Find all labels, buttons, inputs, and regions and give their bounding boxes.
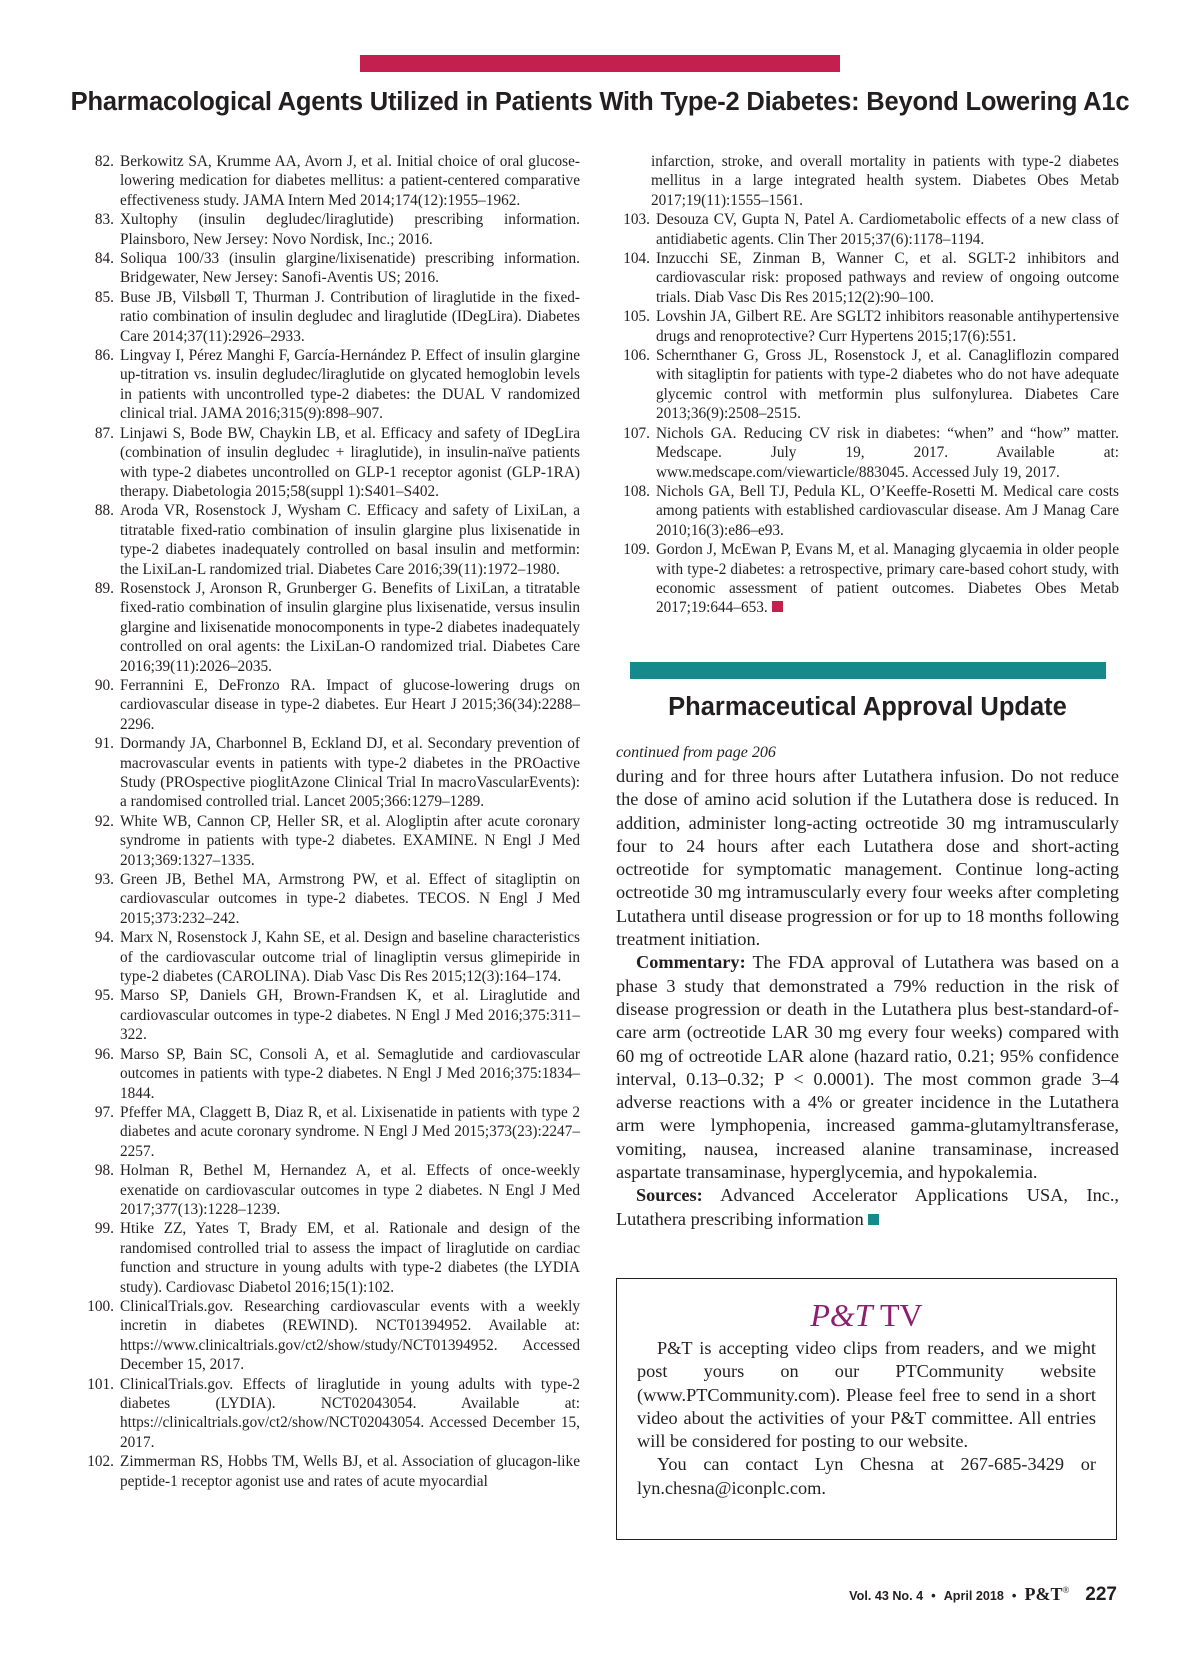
- reference-citation: Buse JB, Vilsbøll T, Thurman J. Contribution of liraglutide in the fixed-ratio combination of insulin degludec and liraglutide (IDegLira). Diabetes Care 2014;37(11):2926–2933.: [120, 288, 580, 345]
- reference-text: [120, 1297, 580, 1375]
- page-title: Pharmacological Agents Utilized in Patients With Type-2 Diabetes: Beyond Lowering A1c: [70, 88, 1130, 116]
- reference-citation: Inzucchi SE, Zinman B, Wanner C, et al. SGLT-2 inhibitors and cardiovascular risk: proposed pathways and review of ongoing outcome trials. Diab Vasc Dis Res 2015;12(2):90–100.: [656, 250, 1119, 306]
- reference-citation: Aroda VR, Rosenstock J, Wysham C. Efficacy and safety of LixiLan, a titratable fixed-ratio combination of insulin glargine plus lixisenatide in type-2 diabetes inadequately controlled on basal insulin and metformin: the LixiLan-L randomized trial. Diabetes Care 2016;39(11):1972–1980.: [120, 502, 580, 578]
- reference-102-continuation: infarction, stroke, and overall mortality in patients with type-2 diabetes mellitus in a large integrated health system. Diabetes Obes Metab 2017;19(11):1555–1561.: [651, 153, 1119, 209]
- section-accent-bar: [630, 662, 1106, 679]
- ptv-title-italic: P&T: [810, 1297, 873, 1333]
- reference-text: [120, 579, 580, 676]
- reference-text: [656, 249, 1119, 307]
- reference-text: [120, 1045, 580, 1103]
- reference-number: 104.: [623, 250, 650, 268]
- approval-paragraph: during and for three hours after Lutathera infusion. Do not reduce the dose of amino acid solution if the Lutathera dose is reduced. In addition, administer long-acting octreotide 30 mg intramuscularly four to 24 hours after each Lutathera dose and short-acting octreotide for symptomatic management. Continue long-acting octreotide 30 mg intramuscularly every four weeks after completing Lutathera until disease progression or for up to 18 months following treatment initiation.: [616, 766, 1119, 950]
- commentary-text: The FDA approval of Lutathera was based on a phase 3 study that demonstrated a 79% reduction in the risk of disease progression or death in the Lutathera plus best-standard-of-care arm (octreotide LAR 30 mg every four weeks) compared with 60 mg of octreotide LAR alone (hazard ratio, 0.21; 95% confidence interval, 0.13–0.32; P < 0.0001). The most common grade 3–4 adverse reactions with a 4% or greater incidence in the Lutathera arm were lymphopenia, increased gamma-glutamyltransferase, vomiting, nausea, increased alanine transaminase, increased aspartate transaminase, hyperglycemia, and hypokalemia.: [616, 952, 1120, 1183]
- reference-citation: Rosenstock J, Aronson R, Grunberger G. Benefits of LixiLan, a titratable fixed-ratio combination of insulin glargine plus lixisenatide, versus insulin glargine and lixisenatide monocomponents in type-2 diabetes inadequately controlled on oral agents: the LixiLan-O randomized trial. Diabetes Care 2016;39(11):2026–2035.: [120, 579, 580, 675]
- reference-citation: Dormandy JA, Charbonnel B, Eckland DJ, et al. Secondary prevention of macrovascular events in patients with type-2 diabetes in the PROactive Study (PROspective pioglitAzone Clinical Trial In macroVascularEvents): a randomised controlled trial. Lancet 2005;366:1279–1289.: [120, 735, 580, 811]
- reference-citation: White WB, Cannon CP, Heller SR, et al. Alogliptin after acute coronary syndrome in patients with type-2 diabetes. EXAMINE. N Engl J Med 2013;369:1327–1335.: [120, 812, 580, 869]
- reference-citation: Marso SP, Daniels GH, Brown-Frandsen K, et al. Liraglutide and cardiovascular outcomes in type-2 diabetes. N Engl J Med 2016;375:311–322.: [120, 987, 580, 1044]
- reference-text: [120, 1375, 580, 1453]
- reference-item: [80, 676, 580, 734]
- reference-item: [80, 210, 580, 249]
- reference-item: [80, 1297, 580, 1375]
- reference-citation: Zimmerman RS, Hobbs TM, Wells BJ, et al. Association of glucagon-like peptide-1 receptor agonist use and rates of acute myocardial: [120, 1453, 580, 1490]
- reference-number: 107.: [623, 424, 650, 442]
- reference-item: [616, 249, 1119, 307]
- reference-number: 93.: [94, 871, 114, 889]
- page-number: 227: [1085, 1584, 1117, 1605]
- reference-citation: Soliqua 100/33 (insulin glargine/lixisenatide) prescribing information. Bridgewater, New Jersey: Sanofi-Aventis US; 2016.: [120, 250, 580, 287]
- reference-text: [120, 249, 580, 288]
- reference-text: [120, 676, 580, 734]
- reference-text: [656, 346, 1119, 424]
- reference-number: 88.: [94, 502, 114, 520]
- reference-number: 103.: [623, 211, 650, 229]
- reference-text: [120, 734, 580, 812]
- reference-text: [656, 482, 1119, 540]
- reference-text: [120, 986, 580, 1044]
- reference-item: [616, 424, 1119, 482]
- reference-number: 82.: [94, 153, 114, 170]
- reference-text: [120, 424, 580, 502]
- reference-citation: Linjawi S, Bode BW, Chaykin LB, et al. Efficacy and safety of IDegLira (combination of insulin degludec + liraglutide), in insulin-naïve patients with type-2 diabetes uncontrolled on GLP-1 receptor agonist (GLP-1RA) therapy. Diabetologia 2015;58(suppl 1):S401–S402.: [120, 424, 580, 500]
- reference-item: [80, 1452, 580, 1491]
- reference-item: [80, 501, 580, 579]
- reference-text: [120, 1219, 580, 1297]
- reference-number: 85.: [94, 288, 114, 306]
- reference-text: [656, 210, 1119, 249]
- reference-number: 84.: [94, 250, 114, 268]
- reference-citation: Nichols GA. Reducing CV risk in diabetes: “when” and “how” matter. Medscape. July 19, 2017. Available at: www.medscape.com/viewarticle/883045. Accessed July 19, 2017.: [656, 424, 1119, 481]
- reference-text: [120, 152, 580, 210]
- reference-item: [80, 1219, 580, 1297]
- reference-citation: Htike ZZ, Yates T, Brady EM, et al. Rationale and design of the randomised controlled trial to assess the impact of liraglutide on cardiac function and structure in young adults with type-2 diabetes (the LYDIA study). Cardiovasc Diabetol 2016;15(1):102.: [120, 1220, 580, 1296]
- reference-citation: Schernthaner G, Gross JL, Rosenstock J, et al. Canagliflozin compared with sitagliptin for patients with type-2 diabetes who do not have adequate glycemic control with metformin plus sulfonylurea. Diabetes Care 2013;36(9):2508–2515.: [656, 347, 1119, 423]
- reference-number: 102.: [87, 1453, 114, 1471]
- reference-citation: Marso SP, Bain SC, Consoli A, et al. Semaglutide and cardiovascular outcomes in patients with type-2 diabetes. N Engl J Med 2016;375:1834–1844.: [120, 1045, 580, 1102]
- reference-citation: Xultophy (insulin degludec/liraglutide) prescribing information. Plainsboro, New Jersey: Novo Nordisk, Inc.; 2016.: [120, 211, 580, 248]
- footer-date: April 2018: [943, 1589, 1004, 1603]
- reference-number: 108.: [623, 482, 650, 500]
- reference-item: [80, 1375, 580, 1453]
- header-accent-bar: [360, 55, 840, 72]
- reference-item: [80, 1045, 580, 1103]
- reference-text: [120, 288, 580, 346]
- sources-text: Advanced Accelerator Applications USA, Inc., Lutathera prescribing information: [616, 1185, 1119, 1229]
- reference-text: [120, 1452, 580, 1491]
- reference-text: [656, 307, 1119, 346]
- reference-number: 91.: [94, 735, 114, 753]
- reference-citation: Holman R, Bethel M, Hernandez A, et al. Effects of once-weekly exenatide on cardiovascular outcomes in type 2 diabetes. N Engl J Med 2017;377(13):1228–1239.: [120, 1162, 580, 1218]
- reference-number: 87.: [94, 424, 114, 442]
- reference-citation: Berkowitz SA, Krumme AA, Avorn J, et al. Initial choice of oral glucose-lowering medication for diabetes mellitus: a patient-centered comparative effectiveness study. JAMA Intern Med 2014;174(12):1955–1962.: [120, 153, 580, 209]
- sources-paragraph: [616, 1184, 1119, 1231]
- footer-separator: •: [931, 1588, 936, 1603]
- reference-number: 92.: [94, 812, 114, 830]
- reference-number: 99.: [94, 1220, 114, 1238]
- reference-item: [80, 288, 580, 346]
- reference-item: [616, 540, 1119, 618]
- reference-citation: Lovshin JA, Gilbert RE. Are SGLT2 inhibitors reasonable antihypertensive drugs and renoprotective? Curr Hypertens 2015;17(6):551.: [656, 308, 1119, 345]
- ptv-text: [617, 1337, 1116, 1500]
- reference-item: [80, 1103, 580, 1161]
- reference-citation: Nichols GA, Bell TJ, Pedula KL, O’Keeffe-Rosetti M. Medical care costs among patients with established cardiovascular disease. Am J Manag Care 2010;16(3):e86–e93.: [656, 482, 1119, 539]
- reference-citation: ClinicalTrials.gov. Researching cardiovascular events with a weekly incretin in diabetes (REWIND). NCT01394952. Available at: https://www.clinicaltrials.gov/ct2/show/study/NCT01394952. Accessed December 15, 2017.: [120, 1297, 580, 1374]
- footer-journal: [1024, 1584, 1069, 1605]
- reference-number: 83.: [94, 211, 114, 229]
- reference-item: [80, 579, 580, 676]
- reference-item: [80, 870, 580, 928]
- reference-number: 89.: [94, 579, 114, 597]
- reference-item: [80, 152, 580, 210]
- footer-separator-2: •: [1011, 1588, 1017, 1603]
- reference-text: [120, 1103, 580, 1161]
- reference-number: 98.: [94, 1162, 114, 1180]
- references-right-list: [616, 210, 1119, 618]
- reference-citation: Pfeffer MA, Claggett B, Diaz R, et al. Lixisenatide in patients with type 2 diabetes and acute coronary syndrome. N Engl J Med 2015;373(23):2247–2257.: [120, 1103, 580, 1160]
- reference-citation: Marx N, Rosenstock J, Kahn SE, et al. Design and baseline characteristics of the cardiovascular outcome trial of linagliptin versus glimepiride in type-2 diabetes (CAROLINA). Diab Vasc Dis Res 2015;12(3):164–174.: [120, 929, 580, 986]
- reference-item: [616, 482, 1119, 540]
- reference-citation: Green JB, Bethel MA, Armstrong PW, et al. Effect of sitagliptin on cardiovascular outcomes in type-2 diabetes. TECOS. N Engl J Med 2015;373:232–242.: [120, 871, 580, 927]
- approval-body: [616, 765, 1119, 1231]
- reference-citation: Lingvay I, Pérez Manghi F, García-Hernández P. Effect of insulin glargine up-titration vs. insulin degludec/liraglutide on glycated hemoglobin levels in patients with uncontrolled type-2 diabetes: the DUAL V randomized clinical trial. JAMA 2016;315(9):898–907.: [120, 347, 580, 423]
- references-right-column: [616, 152, 1119, 618]
- sources-label: Sources:: [636, 1185, 703, 1206]
- ptv-title-rest: TV: [880, 1297, 923, 1333]
- reference-number: 105.: [623, 308, 650, 326]
- reference-citation: Desouza CV, Gupta N, Patel A. Cardiometabolic effects of a new class of antidiabetic agents. Clin Ther 2015;37(6):1178–1194.: [656, 211, 1119, 248]
- reference-text: [656, 424, 1119, 482]
- reference-citation: Ferrannini E, DeFronzo RA. Impact of glucose-lowering drugs on cardiovascular disease in type-2 diabetes. Eur Heart J 2015;36(34):2288–2296.: [120, 676, 580, 733]
- reference-text: [120, 870, 580, 928]
- reference-number: 109.: [623, 541, 650, 559]
- section-title: Pharmaceutical Approval Update: [668, 693, 1067, 721]
- reference-item: [80, 928, 580, 986]
- reference-text: [120, 812, 580, 870]
- page-footer: [849, 1584, 1117, 1606]
- reference-number: 94.: [94, 929, 114, 947]
- reference-item: [616, 307, 1119, 346]
- reference-number: 100.: [87, 1297, 114, 1315]
- reference-number: 95.: [94, 987, 114, 1005]
- reference-number: 96.: [94, 1045, 114, 1063]
- footer-journal-name: P&T: [1024, 1584, 1063, 1604]
- ptv-paragraph-2: You can contact Lyn Chesna at 267-685-3429 or lyn.chesna@iconplc.com.: [637, 1454, 1096, 1498]
- footer-issue: Vol. 43 No. 4: [849, 1589, 924, 1603]
- reference-text: [120, 210, 580, 249]
- registered-mark: ®: [1062, 1585, 1070, 1595]
- references-left-column: [80, 152, 580, 1491]
- reference-citation: Gordon J, McEwan P, Evans M, et al. Managing glycaemia in older people with type-2 diabetes: a retrospective, primary care-based cohort study, with economic assessment of patient outcomes. Diabetes Obes Metab 2017;19:644–653.: [656, 541, 1119, 617]
- reference-item: [80, 346, 580, 424]
- reference-number: 90.: [94, 676, 114, 694]
- reference-item: [80, 1161, 580, 1219]
- reference-item: [80, 986, 580, 1044]
- reference-item: [80, 249, 580, 288]
- reference-item: [80, 424, 580, 502]
- reference-number: 86.: [94, 347, 114, 365]
- reference-citation: ClinicalTrials.gov. Effects of liraglutide in young adults with type-2 diabetes (LYDIA). NCT02043054. Available at: https://clinicaltrials.gov/ct2/show/NCT02043054. Accessed December 15, 2017.: [120, 1375, 580, 1451]
- reference-item: [616, 210, 1119, 249]
- ptv-paragraph-1: P&T is accepting video clips from readers, and we might post yours on our PTCommunity website (www.PTCommunity.com). Please feel free to send in a short video about the activities of your P&T committee. All entries will be considered for posting to our website.: [637, 1338, 1096, 1452]
- reference-item: [80, 812, 580, 870]
- ptv-box: [616, 1278, 1117, 1540]
- reference-text: [120, 1161, 580, 1219]
- continued-note: continued from page 206: [616, 744, 776, 761]
- reference-text: [120, 928, 580, 986]
- reference-item: [616, 346, 1119, 424]
- reference-number: 106.: [623, 347, 650, 365]
- reference-text: [120, 346, 580, 424]
- end-mark-icon: [772, 601, 783, 612]
- reference-text: [120, 501, 580, 579]
- reference-number: 101.: [87, 1375, 114, 1393]
- commentary-label: Commentary:: [636, 952, 746, 973]
- reference-text: [656, 540, 1119, 618]
- reference-item: [80, 734, 580, 812]
- reference-number: 97.: [94, 1103, 114, 1121]
- commentary-paragraph: [616, 951, 1119, 1184]
- end-mark-icon: [868, 1214, 879, 1225]
- ptv-title: [617, 1297, 1116, 1334]
